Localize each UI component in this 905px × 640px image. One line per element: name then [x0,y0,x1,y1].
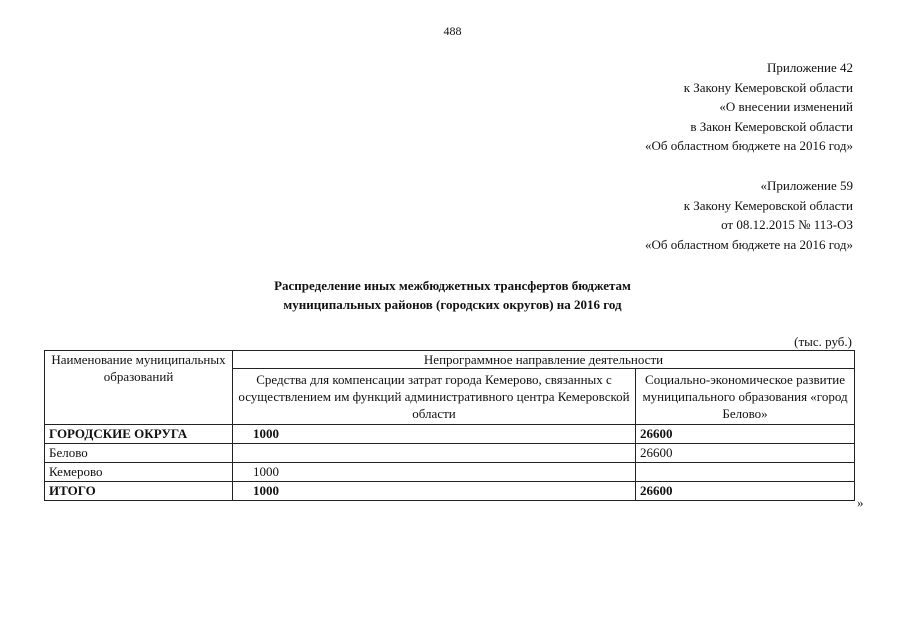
appendix-59-line: к Закону Кемеровской области [683,197,853,213]
row-compensation [233,444,636,463]
appendix-59-line: «Об областном бюджете на 2016 год» [645,236,853,252]
appendix-42-line: в Закон Кемеровской области [690,118,853,134]
transfers-table [44,350,855,501]
closing-quote: » [857,495,864,510]
title-line-2: муниципальных районов (городских округов) на 2016 год [283,297,622,312]
appendix-59-header [645,176,853,254]
row-name: Белово [45,444,233,463]
row-name: ИТОГО [45,482,233,501]
row-development: 26600 [636,482,855,501]
table-row [45,463,855,482]
row-compensation: 1000 [233,425,636,444]
table-row [45,425,855,444]
units-label: (тыс. руб.) [794,334,852,349]
header-compensation: Средства для компенсации затрат города Кемерово, связанных с осуществлением им функций административного центра Кемеровской области [233,369,636,425]
appendix-42-line: Приложение 42 [766,60,853,75]
header-development: Социально-экономическое развитие муниципального образования «город Белово» [636,369,855,425]
appendix-42-line: «Об областном бюджете на 2016 год» [645,138,853,153]
appendix-59-line: «Приложение 59 [760,178,853,193]
page-number: 488 [443,24,462,38]
appendix-42-line: к Закону Кемеровской области [683,79,853,95]
row-development: 26600 [636,444,855,463]
table-row [45,482,855,501]
appendix-42-header [645,58,853,156]
row-name: ГОРОДСКИЕ ОКРУГА [45,425,233,444]
row-name: Кемерово [45,463,233,482]
row-development: 26600 [636,425,855,444]
header-municipality: Наименование муниципальных образований [45,351,233,425]
title-line-1: Распределение иных межбюджетных трансфертов бюджетам [274,278,631,293]
row-compensation: 1000 [233,482,636,501]
appendix-42-line: «О внесении изменений [719,99,853,114]
appendix-59-line: от 08.12.2015 № 113-ОЗ [721,217,853,232]
header-group: Непрограммное направление деятельности [233,351,855,369]
row-compensation: 1000 [233,463,636,482]
document-title [0,276,905,314]
row-development [636,463,855,482]
table-row [45,444,855,463]
